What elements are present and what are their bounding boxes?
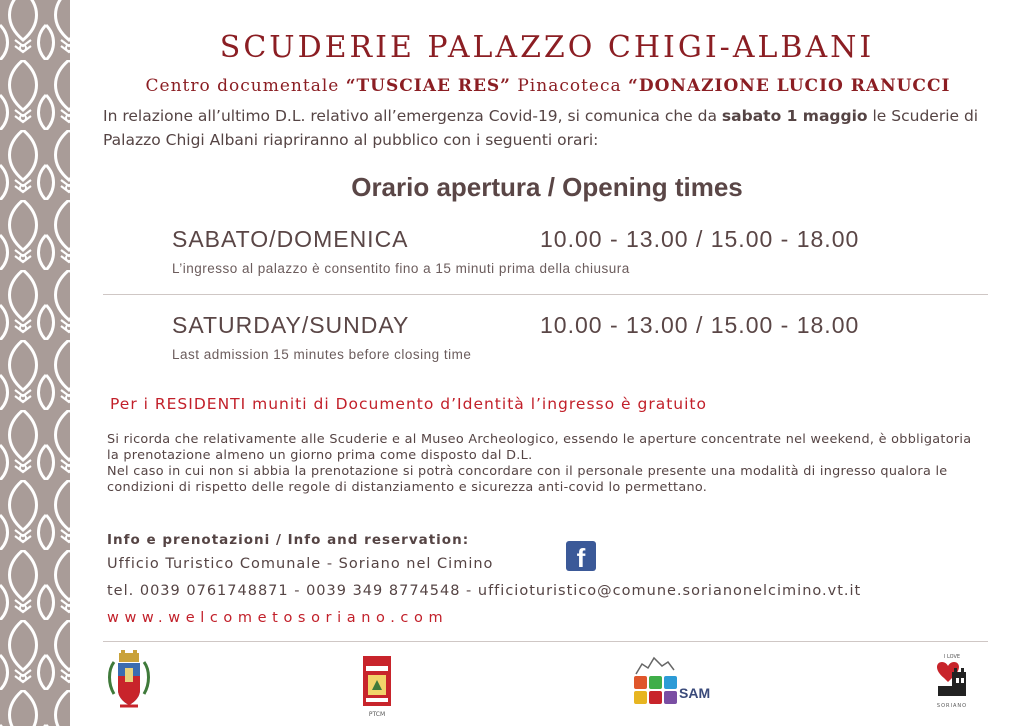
i-love-label: I LOVE xyxy=(943,654,961,660)
ptcm-logo xyxy=(362,656,392,718)
times-english: 10.00 - 13.00 / 15.00 - 18.00 xyxy=(540,312,860,338)
reminder-line1: Si ricorda che relativamente alle Scuderie e al Museo Archeologico, essendo le aperture concentrate nel weekend, è obbligatoria la prenotazione almeno un giorno prima come disposto dal D.L. xyxy=(107,432,972,463)
note-italian: L’ingresso al palazzo è consentito fino a 15 minuti prima della chiusura xyxy=(172,261,630,276)
residents-notice: Per i RESIDENTI muniti di Documento d’Identità l’ingresso è gratuito xyxy=(110,395,707,413)
contact-line[interactable]: tel. 0039 0761748871 - 0039 349 8774548 - ufficioturistico@comune.sorianonelcimino.vt.it xyxy=(107,583,862,599)
municipality-crest-logo xyxy=(106,650,152,714)
page-subtitle xyxy=(103,76,993,96)
i-love-soriano-logo xyxy=(930,652,974,710)
divider xyxy=(103,294,988,295)
days-italian: SABATO/DOMENICA xyxy=(172,226,409,252)
reminder-line2: Nel caso in cui non si abbia la prenotazione si potrà concordare con il personale presente una modalità di ingresso qualora le condizioni di rispetto delle regole di distanziamento e sicurezza anti-covid lo permettano. xyxy=(107,464,948,495)
intro-text-after: le Scuderie di Palazzo Chigi Albani riapriranno al pubblico con i seguenti orari: xyxy=(103,107,979,149)
tourist-office: Ufficio Turistico Comunale - Soriano nel Cimino xyxy=(107,556,494,572)
reservation-reminder xyxy=(107,432,987,496)
sam-logo xyxy=(632,652,711,710)
intro-paragraph xyxy=(103,104,988,152)
days-english: SATURDAY/SUNDAY xyxy=(172,312,410,338)
note-english: Last admission 15 minutes before closing time xyxy=(172,347,472,362)
ptcm-label: PTCM xyxy=(368,711,386,718)
times-italian: 10.00 - 13.00 / 15.00 - 18.00 xyxy=(540,226,860,252)
subtitle-part1: Centro documentale xyxy=(145,76,346,96)
subtitle-tusciae-res: “TUSCIAE RES” xyxy=(345,76,511,96)
decorative-lattice-border xyxy=(0,0,70,726)
info-heading: Info e prenotazioni / Info and reservation: xyxy=(107,532,470,548)
subtitle-donazione: “DONAZIONE LUCIO RANUCCI xyxy=(628,76,951,96)
website-link[interactable]: www.welcometosoriano.com xyxy=(107,610,449,626)
page-title: SCUDERIE PALAZZO CHIGI-ALBANI xyxy=(219,30,875,65)
opening-times-heading: Orario apertura / Opening times xyxy=(351,172,743,202)
sam-label: SAM xyxy=(679,685,711,701)
facebook-icon[interactable]: f xyxy=(566,541,596,571)
intro-text-before: In relazione all’ultimo D.L. relativo all’emergenza Covid-19, si comunica che da xyxy=(103,107,722,125)
intro-date: sabato 1 maggio xyxy=(721,107,868,125)
soriano-label: SORIANO xyxy=(936,703,968,709)
footer-divider xyxy=(103,641,988,642)
subtitle-part2: Pinacoteca xyxy=(510,76,629,96)
